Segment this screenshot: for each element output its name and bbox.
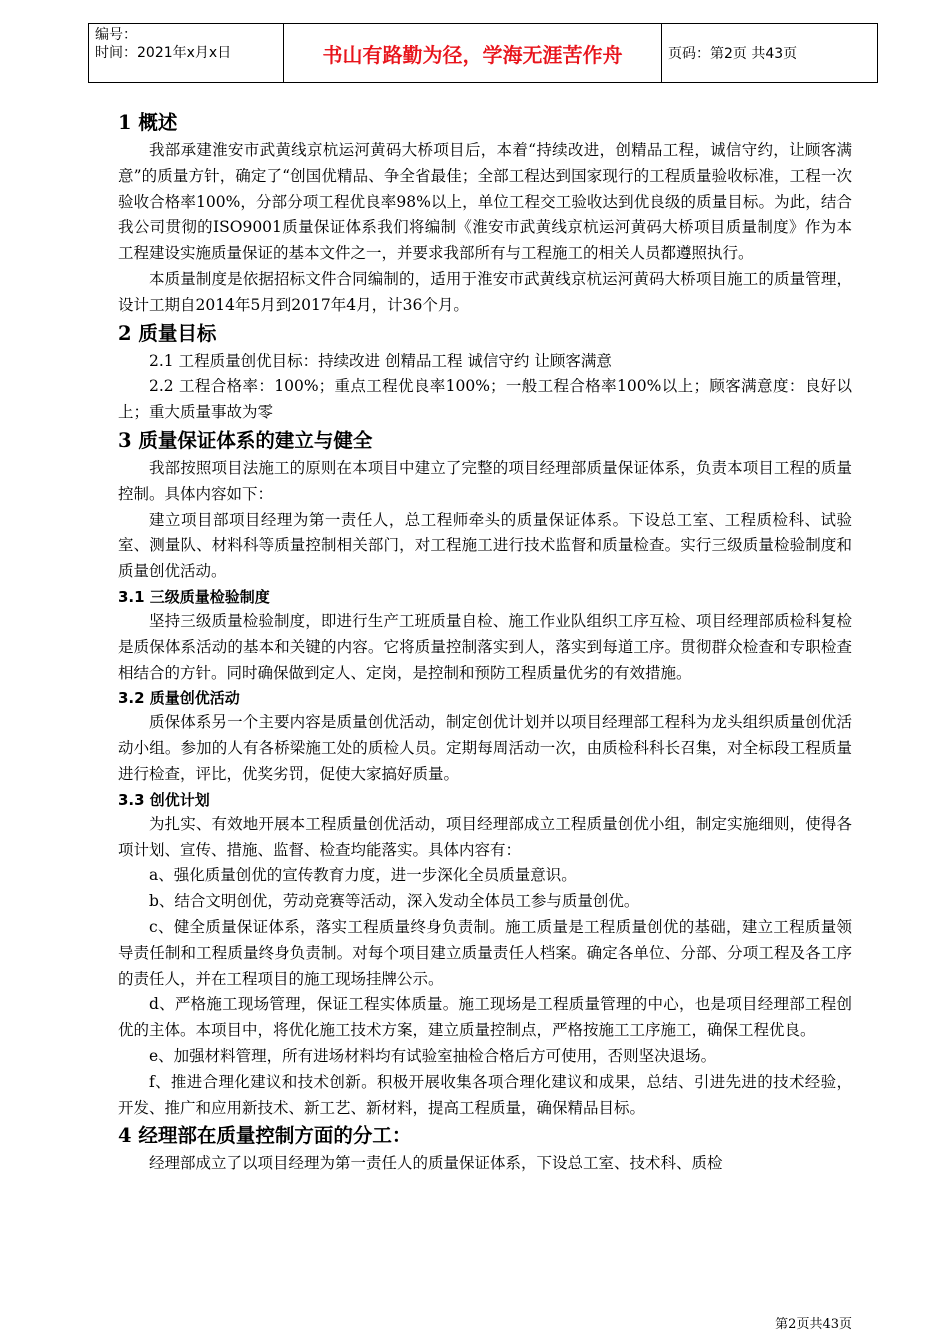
paragraph: 我部承建淮安市武黄线京杭运河黄码大桥项目后，本着“持续改进，创精品工程，诚信守约，让顾客满意”的质量方针，确定了“创国优精品、争全省最佳；全部工程达到国家现行的工程质量验收标准，工程一次验收合格率100%，分部分项工程优良率98%以上，单位工程交工验收达到优良级的质量目标。为此，结合我公司贯彻的ISO9001质量保证体系我们将编制《淮安市武黄线京杭运河黄码大桥项目质量制度》作为本工程建设实施质量保证的基本文件之一，并要求我部所有与工程施工的相关人员都遵照执行。 bbox=[118, 141, 852, 263]
number-label: 编号： bbox=[95, 27, 137, 43]
section-title-4: 4 经理部在质量控制方面的分工： bbox=[118, 1124, 412, 1148]
subsection-title-3-2: 3.2 质量创优活动 bbox=[118, 689, 240, 708]
paragraph: 建立项目部项目经理为第一责任人，总工程师牵头的质量保证体系。下设总工室、工程质检科、试验室、测量队、材料科等质量控制相关部门，对工程施工进行技术监督和质量检查。实行三级质量检验制度和质量创优活动。 bbox=[118, 510, 852, 581]
list-item: a、强化质量创优的宣传教育力度，进一步深化全员质量意识。 bbox=[149, 866, 577, 885]
paragraph: 2.1 工程质量创优目标：持续改进 创精品工程 诚信守约 让顾客满意 bbox=[149, 351, 612, 370]
paragraph: 经理部成立了以项目经理为第一责任人的质量保证体系，下设总工室、技术科、质检 bbox=[149, 1154, 723, 1173]
page-footer: 第2页共43页 bbox=[775, 1317, 852, 1332]
document-body bbox=[118, 108, 852, 1177]
page-label: 页码：第2页 共43页 bbox=[668, 46, 798, 62]
motto: 书山有路勤为径，学海无涯苦作舟 bbox=[284, 24, 662, 82]
list-item: b、结合文明创优，劳动竞赛等活动，深入发动全体员工参与质量创优。 bbox=[149, 892, 640, 911]
time-label: 时间：2021年x月x日 bbox=[95, 45, 232, 61]
list-item: c、健全质量保证体系，落实工程质量终身负责制。施工质量是工程质量创优的基础，建立工程质量领导责任制和工程质量终身负责制。对每个项目建立质量责任人档案。确定各单位、分部、分项工程及各工序的责任人，并在工程项目的施工现场挂牌公示。 bbox=[118, 917, 852, 988]
paragraph: 2.2 工程合格率：100%；重点工程优良率100%；一般工程合格率100%以上；顾客满意度：良好以上；重大质量事故为零 bbox=[118, 377, 852, 422]
paragraph: 为扎实、有效地开展本工程质量创优活动，项目经理部成立工程质量创优小组，制定实施细则，使得各项计划、宣传、措施、监督、检查均能落实。具体内容有： bbox=[118, 814, 852, 859]
paragraph: 我部按照项目法施工的原则在本项目中建立了完整的项目经理部质量保证体系，负责本项目工程的质量控制。具体内容如下： bbox=[118, 458, 852, 503]
document-header bbox=[88, 23, 878, 83]
list-item: f、推进合理化建议和技术创新。积极开展收集各项合理化建议和成果，总结、引进先进的技术经验，开发、推广和应用新技术、新工艺、新材料，提高工程质量，确保精品目标。 bbox=[118, 1072, 852, 1117]
header-info-cell bbox=[89, 24, 284, 82]
paragraph: 质保体系另一个主要内容是质量创优活动，制定创优计划并以项目经理部工程科为龙头组织质量创优活动小组。参加的人有各桥梁施工处的质检人员。定期每周活动一次，由质检科科长召集，对全标段工程质量进行检查，评比，优奖劣罚，促使大家搞好质量。 bbox=[118, 713, 852, 783]
subsection-title-3-3: 3.3 创优计划 bbox=[118, 790, 210, 809]
paragraph: 坚持三级质量检验制度，即进行生产工班质量自检、施工作业队组织工序互检、项目经理部质检科复检是质保体系活动的基本和关键的内容。它将质量控制落实到人，落实到每道工序。贯彻群众检查和专职检查相结合的方针。同时确保做到定人、定岗，是控制和预防工程质量优劣的有效措施。 bbox=[118, 611, 852, 682]
section-title-1: 1 概述 bbox=[118, 111, 178, 134]
subsection-title-3-1: 3.1 三级质量检验制度 bbox=[118, 587, 270, 606]
list-item: d、严格施工现场管理，保证工程实体质量。施工现场是工程质量管理的中心，也是项目经理部工程创优的主体。本项目中，将优化施工技术方案，建立质量控制点，严格按施工工序施工，确保工程优良。 bbox=[118, 995, 852, 1040]
section-title-3: 3 质量保证体系的建立与健全 bbox=[118, 428, 373, 452]
section-title-2: 2 质量目标 bbox=[118, 321, 217, 345]
list-item: e、加强材料管理，所有进场材料均有试验室抽检合格后方可使用，否则坚决退场。 bbox=[149, 1046, 717, 1065]
paragraph: 本质量制度是依据招标文件合同编制的，适用于淮安市武黄线京杭运河黄码大桥项目施工的质量管理，设计工期自2014年5月到2017年4月，计36个月。 bbox=[118, 269, 852, 314]
